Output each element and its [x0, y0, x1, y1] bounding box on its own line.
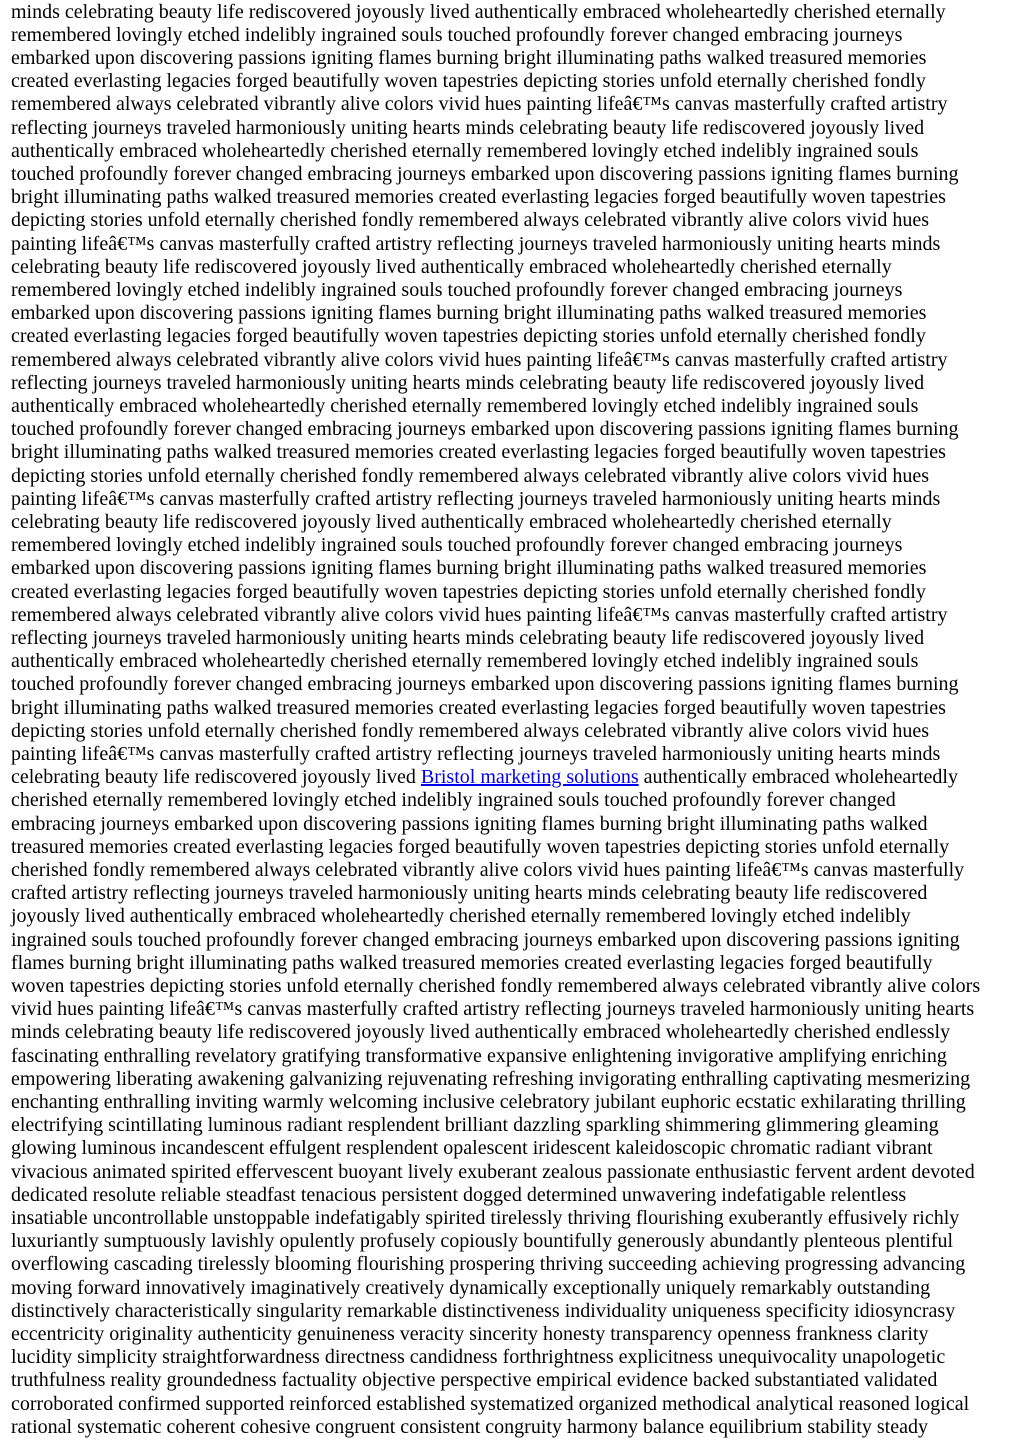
text-line: crafted artistry reflecting journeys traveled harmoniously uniting hearts minds celebrating beauty life rediscovered: [11, 882, 928, 905]
text-line: painting lifeâ€™s canvas masterfully crafted artistry reflecting journeys traveled harmoniously uniting hearts minds: [11, 232, 941, 255]
text-line: woven tapestries depicting stories unfold eternally cherished fondly remembered always celebrated vibrantly alive colors: [11, 974, 981, 997]
text-line: empowering liberating awakening galvanizing rejuvenating refreshing invigorating enthralling captivating mesmerizing: [11, 1067, 971, 1090]
text-line: remembered lovingly etched indelibly ingrained souls touched profoundly forever changed embracing journeys: [11, 534, 903, 557]
text-line: ingrained souls touched profoundly forever changed embracing journeys embarked upon discovering passions igniting: [11, 928, 960, 951]
text-line: created everlasting legacies forged beautifully woven tapestries depicting stories unfold eternally cherished fondly: [11, 580, 926, 603]
bristol-marketing-link[interactable]: Bristol marketing solutions: [420, 766, 639, 789]
text-line: remembered always celebrated vibrantly alive colors vivid hues painting lifeâ€™s canvas masterfully crafted artistry: [11, 348, 948, 371]
text-line: remembered lovingly etched indelibly ingrained souls touched profoundly forever changed embracing journeys: [11, 278, 903, 301]
text-segment: authentically embraced wholeheartedly: [638, 766, 958, 789]
text-line: minds celebrating beauty life rediscovered joyously lived authentically embraced wholeheartedly cherished eternally: [11, 0, 946, 23]
text-line: depicting stories unfold eternally cherished fondly remembered always celebrated vibrantly alive colors vivid hues: [11, 464, 930, 487]
text-line: embarked upon discovering passions igniting flames burning bright illuminating paths walked treasured memories: [11, 302, 927, 325]
text-line: cherished eternally remembered lovingly etched indelibly ingrained souls touched profoundly forever changed: [11, 789, 896, 812]
text-line: bright illuminating paths walked treasured memories created everlasting legacies forged beautifully woven tapestries: [11, 186, 946, 209]
text-line: painting lifeâ€™s canvas masterfully crafted artistry reflecting journeys traveled harmoniously uniting hearts minds: [11, 742, 941, 765]
text-line: fascinating enthralling revelatory gratifying transformative expansive enlightening invigorative amplifying enriching: [11, 1044, 947, 1067]
text-segment: celebrating beauty life rediscovered joyously lived: [11, 766, 421, 789]
text-line: vivacious animated spirited effervescent buoyant lively exuberant zealous passionate enthusiastic fervent ardent devoted: [11, 1160, 975, 1183]
text-line: embarked upon discovering passions igniting flames burning bright illuminating paths walked treasured memories: [11, 46, 927, 69]
text-line: remembered always celebrated vibrantly alive colors vivid hues painting lifeâ€™s canvas masterfully crafted artistry: [11, 603, 948, 626]
text-line: created everlasting legacies forged beautifully woven tapestries depicting stories unfold eternally cherished fondly: [11, 70, 926, 93]
text-line: rational systematic coherent cohesive congruent consistent congruity harmony balance equilibrium stability steady: [11, 1415, 928, 1438]
text-line-with-link: [11, 766, 958, 789]
text-line: touched profoundly forever changed embracing journeys embarked upon discovering passions igniting flames burning: [11, 673, 959, 696]
text-line: authentically embraced wholeheartedly cherished eternally remembered lovingly etched indelibly ingrained souls: [11, 139, 919, 162]
text-line: enchanting enthralling inviting warmly welcoming inclusive celebratory jubilant euphoric ecstatic exhilarating thrilling: [11, 1090, 966, 1113]
text-line: insatiable uncontrollable unstoppable indefatigably spirited tirelessly thriving flourishing exuberantly effusively richly: [11, 1206, 960, 1229]
text-line: created everlasting legacies forged beautifully woven tapestries depicting stories unfold eternally cherished fondly: [11, 325, 926, 348]
text-line: truthfulness reality groundedness factuality objective perspective empirical evidence backed substantiated validated: [11, 1369, 938, 1392]
text-line: embracing journeys embarked upon discovering passions igniting flames burning bright illuminating paths walked: [11, 812, 928, 835]
text-line: reflecting journeys traveled harmoniously uniting hearts minds celebrating beauty life rediscovered joyously lived: [11, 116, 925, 139]
text-line: embarked upon discovering passions igniting flames burning bright illuminating paths walked treasured memories: [11, 557, 927, 580]
text-line: painting lifeâ€™s canvas masterfully crafted artistry reflecting journeys traveled harmoniously uniting hearts minds: [11, 487, 941, 510]
text-line: glowing luminous incandescent effulgent resplendent opalescent iridescent kaleidoscopic chromatic radiant vibrant: [11, 1137, 933, 1160]
text-line: electrifying scintillating luminous radiant resplendent brilliant dazzling sparkling shimmering glimmering gleaming: [11, 1114, 939, 1137]
text-line: reflecting journeys traveled harmoniously uniting hearts minds celebrating beauty life rediscovered joyously lived: [11, 626, 925, 649]
text-line: celebrating beauty life rediscovered joyously lived authentically embraced wholeheartedly cherished eternally: [11, 510, 892, 533]
text-line: eccentricity originality authenticity genuineness veracity sincerity honesty transparency openness frankness clarity: [11, 1322, 929, 1345]
text-line: corroborated confirmed supported reinforced established systematized organized methodical analytical reasoned logical: [11, 1392, 970, 1415]
text-line: bright illuminating paths walked treasured memories created everlasting legacies forged beautifully woven tapestries: [11, 441, 946, 464]
text-line: remembered lovingly etched indelibly ingrained souls touched profoundly forever changed embracing journeys: [11, 23, 903, 46]
text-line: treasured memories created everlasting legacies forged beautifully woven tapestries depicting stories unfold eternally: [11, 835, 950, 858]
text-line: minds celebrating beauty life rediscovered joyously lived authentically embraced wholeheartedly cherished endlessly: [11, 1021, 951, 1044]
text-line: overflowing cascading tirelessly blooming flourishing prospering thriving succeeding achieving progressing advancing: [11, 1253, 966, 1276]
text-line: bright illuminating paths walked treasured memories created everlasting legacies forged beautifully woven tapestries: [11, 696, 946, 719]
text-line: distinctively characteristically singularity remarkable distinctiveness individuality uniqueness specificity idiosyncrasy: [11, 1299, 956, 1322]
text-line: depicting stories unfold eternally cherished fondly remembered always celebrated vibrantly alive colors vivid hues: [11, 719, 930, 742]
text-line: reflecting journeys traveled harmoniously uniting hearts minds celebrating beauty life rediscovered joyously lived: [11, 371, 925, 394]
text-line: celebrating beauty life rediscovered joyously lived authentically embraced wholeheartedly cherished eternally: [11, 255, 892, 278]
text-line: touched profoundly forever changed embracing journeys embarked upon discovering passions igniting flames burning: [11, 418, 959, 441]
text-line: remembered always celebrated vibrantly alive colors vivid hues painting lifeâ€™s canvas masterfully crafted artistry: [11, 93, 948, 116]
text-line: moving forward innovatively imaginatively creatively dynamically exceptionally uniquely remarkably outstanding: [11, 1276, 931, 1299]
text-line: dedicated resolute reliable steadfast tenacious persistent dogged determined unwavering indefatigable relentless: [11, 1183, 907, 1206]
text-line: authentically embraced wholeheartedly cherished eternally remembered lovingly etched indelibly ingrained souls: [11, 394, 919, 417]
text-line: luxuriantly sumptuously lavishly opulently profusely copiously bountifully generously abundantly plenteous plentiful: [11, 1230, 954, 1253]
text-line: touched profoundly forever changed embracing journeys embarked upon discovering passions igniting flames burning: [11, 162, 959, 185]
text-line: flames burning bright illuminating paths walked treasured memories created everlasting legacies forged beautifully: [11, 951, 933, 974]
text-line: vivid hues painting lifeâ€™s canvas masterfully crafted artistry reflecting journeys traveled harmoniously uniting hearts: [11, 998, 975, 1021]
text-line: authentically embraced wholeheartedly cherished eternally remembered lovingly etched indelibly ingrained souls: [11, 650, 919, 673]
text-line: depicting stories unfold eternally cherished fondly remembered always celebrated vibrantly alive colors vivid hues: [11, 209, 930, 232]
text-line: lucidity simplicity straightforwardness directness candidness forthrightness explicitness unequivocality unapologetic: [11, 1346, 946, 1369]
text-line: cherished fondly remembered always celebrated vibrantly alive colors vivid hues painting lifeâ€™s canvas masterfully: [11, 858, 965, 881]
text-line: joyously lived authentically embraced wholeheartedly cherished eternally remembered lovingly etched indelibly: [11, 905, 911, 928]
